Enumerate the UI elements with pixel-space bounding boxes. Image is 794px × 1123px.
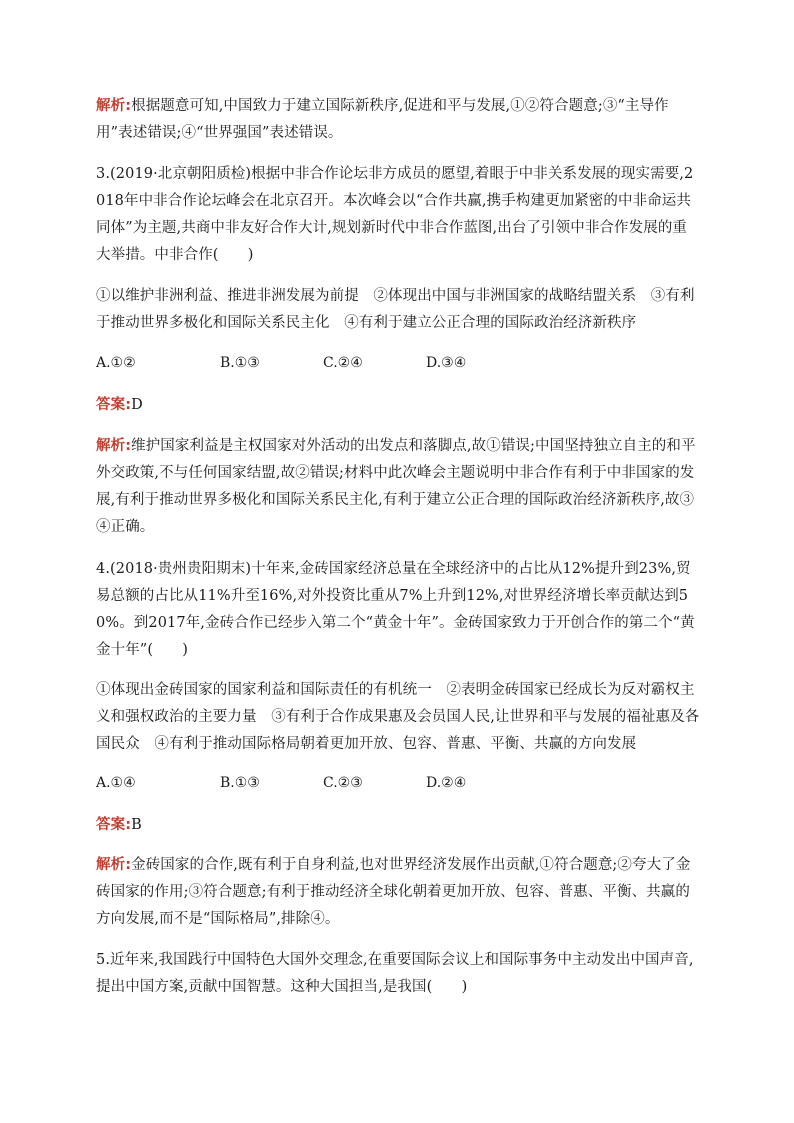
option-a[interactable]: A.①④ bbox=[96, 775, 136, 791]
q4-statements: ①体现出金砖国家的国家利益和国际责任的有机统一 ②表明金砖国家已经成长为反对霸权主义和强权政治的主要力量 ③有利于合作成果惠及会员国人民,让世界和平与发展的福祉惠及各国民众 ④有利于推动国际格局朝着更加开放、包容、普惠、平衡、共赢的方向发展 bbox=[96, 682, 700, 752]
answer-value: B bbox=[131, 817, 142, 833]
analysis-label: 解析: bbox=[96, 98, 132, 114]
q3-stem: 3.(2019·北京朝阳质检)根据中非合作论坛非方成员的愿望,着眼于中非关系发展的现实需要,2018年中非合作论坛峰会在北京召开。本次峰会以“合作共赢,携手构建更加紧密的中非命运共同体”为主题,共商中非友好合作大计,规划新时代中非合作蓝图,出台了引领中非合作发展的重大举措。中非合作( ) bbox=[96, 166, 694, 263]
option-d[interactable]: D.③④ bbox=[426, 355, 467, 371]
analysis-label: 解析: bbox=[96, 857, 132, 873]
q5-stem: 5.近年来,我国践行中国特色大国外交理念,在重要国际会议上和国际事务中主动发出中国声音,提出中国方案,贡献中国智慧。这种大国担当,是我国( ) bbox=[96, 952, 694, 995]
option-b[interactable]: B.①③ bbox=[220, 355, 260, 371]
answer-value: D bbox=[131, 397, 143, 413]
option-c[interactable]: C.②③ bbox=[323, 775, 363, 791]
option-d[interactable]: D.②④ bbox=[426, 775, 467, 791]
q3-answer bbox=[96, 392, 700, 419]
analysis-text: 金砖国家的合作,既有利于自身利益,也对世界经济发展作出贡献,①符合题意;②夸大了金砖国家的作用;③符合题意;有利于推动经济全球化朝着更加开放、包容、普惠、平衡、共赢的方向发展,而不是“国际格局”,排除④。 bbox=[96, 857, 691, 927]
analysis-label: 解析: bbox=[96, 438, 132, 454]
q2-analysis bbox=[96, 93, 700, 147]
q4-answer bbox=[96, 812, 700, 839]
answer-label: 答案: bbox=[96, 817, 132, 833]
q3-statements: ①以维护非洲利益、推进非洲发展为前提 ②体现出中国与非洲国家的战略结盟关系 ③有利于推动世界多极化和国际关系民主化 ④有利于建立公正合理的国际政治经济新秩序 bbox=[96, 288, 695, 331]
analysis-text: 维护国家利益是主权国家对外活动的出发点和落脚点,故①错误;中国坚持独立自主的和平外交政策,不与任何国家结盟,故②错误;材料中此次峰会主题说明中非合作有利于中非国家的发展,有利于推动世界多极化和国际关系民主化,有利于建立公正合理的国际政治经济新秩序,故③④正确。 bbox=[96, 438, 696, 535]
option-a[interactable]: A.①② bbox=[96, 355, 136, 371]
q4-analysis bbox=[96, 852, 700, 933]
answer-label: 答案: bbox=[96, 397, 132, 413]
option-b[interactable]: B.①③ bbox=[220, 775, 260, 791]
q3-analysis bbox=[96, 433, 700, 541]
analysis-text: 根据题意可知,中国致力于建立国际新秩序,促进和平与发展,①②符合题意;③“主导作用”表述错误;④“世界强国”表述错误。 bbox=[96, 98, 669, 141]
q4-stem: 4.(2018·贵州贵阳期末)十年来,金砖国家经济总量在全球经济中的占比从12%提升到23%,贸易总额的占比从11%升至16%,对外投资比重从7%上升到12%,对世界经济增长率贡献达到50%。到2017年,金砖合作已经步入第二个“黄金十年”。金砖国家致力于开创合作的第二个“黄金十年”( ) bbox=[96, 561, 695, 658]
option-c[interactable]: C.②④ bbox=[323, 355, 363, 371]
